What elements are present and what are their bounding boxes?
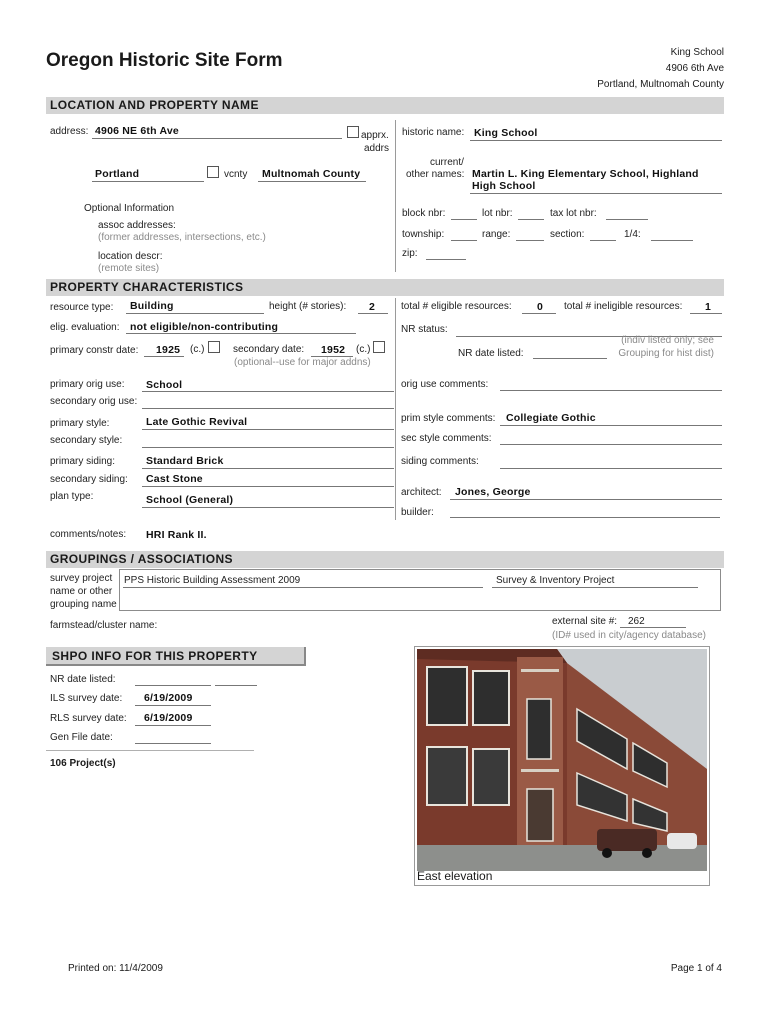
range-field[interactable]	[516, 240, 544, 241]
sec-style-comments-field[interactable]	[500, 444, 722, 445]
total-eligible-field[interactable]: 0	[537, 301, 544, 313]
plan-type-underline	[142, 507, 394, 508]
rls-field[interactable]: 6/19/2009	[144, 712, 193, 724]
groupings-section-header: GROUPINGS / ASSOCIATIONS	[46, 551, 724, 568]
height-underline	[358, 313, 388, 314]
secondary-style-field[interactable]	[142, 447, 394, 448]
height-field[interactable]: 2	[369, 301, 376, 313]
elig-eval-label: elig. evaluation:	[50, 322, 120, 333]
primary-orig-use-underline	[142, 391, 394, 392]
prim-style-comments-label: prim style comments:	[401, 413, 496, 424]
primary-style-field[interactable]: Late Gothic Revival	[146, 416, 248, 428]
range-label: range:	[482, 229, 511, 240]
address-label: address:	[50, 126, 89, 137]
county-underline	[258, 181, 366, 182]
total-ineligible-underline	[690, 313, 722, 314]
vcnty-label: vcnty	[224, 169, 248, 180]
comments-label: comments/notes:	[50, 529, 127, 540]
lot-nbr-label: lot nbr:	[482, 208, 513, 219]
section-field[interactable]	[590, 240, 616, 241]
resource-type-label: resource type:	[50, 302, 114, 313]
township-label: township:	[402, 229, 445, 240]
photo-caption: East elevation	[417, 869, 493, 883]
county-field[interactable]: Multnomah County	[262, 168, 361, 180]
historic-name-underline	[470, 140, 722, 141]
secondary-date-label: secondary date:	[233, 344, 305, 355]
location-section-header: LOCATION AND PROPERTY NAME	[46, 97, 724, 114]
plan-type-field[interactable]: School (General)	[146, 494, 234, 506]
projects-label: 106 Project(s)	[50, 758, 116, 769]
survey-label-2: name or other	[50, 586, 113, 597]
ils-field[interactable]: 6/19/2009	[144, 692, 193, 704]
resource-type-underline	[126, 313, 264, 314]
primary-c-label: (c.)	[190, 344, 205, 355]
shpo-nr-date-field[interactable]	[135, 685, 211, 686]
siding-comments-field[interactable]	[500, 468, 722, 469]
tax-lot-nbr-field[interactable]	[606, 219, 648, 220]
page-number: Page 1 of 4	[670, 963, 722, 974]
address-underline	[92, 138, 342, 139]
header-site-address: 4906 6th Ave	[665, 63, 724, 74]
total-ineligible-field[interactable]: 1	[705, 301, 712, 313]
block-nbr-label: block nbr:	[402, 208, 446, 219]
optional-info-label: Optional Information	[84, 203, 175, 214]
secondary-siding-underline	[142, 486, 394, 487]
elig-eval-field[interactable]: not eligible/non-contributing	[130, 321, 279, 333]
zip-field[interactable]	[426, 259, 466, 260]
external-site-underline	[620, 627, 686, 628]
external-site-hint: (ID# used in city/agency database)	[552, 630, 706, 641]
external-site-label: external site #:	[552, 616, 618, 627]
builder-field[interactable]	[450, 517, 720, 518]
height-label: height (# stories):	[269, 301, 347, 312]
secondary-circa-checkbox[interactable]	[373, 341, 385, 353]
survey-label-1: survey project	[50, 573, 113, 584]
secondary-siding-label: secondary siding:	[50, 474, 128, 485]
primary-constr-field[interactable]: 1925	[156, 344, 181, 356]
total-ineligible-label: total # ineligible resources:	[564, 301, 683, 312]
farmstead-label: farmstead/cluster name:	[50, 620, 158, 631]
quarter-label: 1/4:	[624, 229, 641, 240]
orig-use-comments-field[interactable]	[500, 390, 722, 391]
total-eligible-underline	[522, 313, 556, 314]
printed-on: Printed on: 11/4/2009	[68, 963, 163, 974]
ils-underline	[135, 705, 211, 706]
siding-comments-label: siding comments:	[401, 456, 479, 467]
city-field[interactable]: Portland	[95, 168, 140, 180]
township-field[interactable]	[451, 240, 477, 241]
primary-style-underline	[142, 429, 394, 430]
other-names-underline	[470, 193, 722, 194]
lot-nbr-field[interactable]	[518, 219, 544, 220]
secondary-date-field[interactable]: 1952	[321, 344, 346, 356]
total-eligible-label: total # eligible resources:	[401, 301, 512, 312]
block-nbr-field[interactable]	[451, 219, 477, 220]
shpo-nr-date-extra[interactable]	[215, 685, 257, 686]
nr-status-label: NR status:	[401, 324, 448, 335]
secondary-style-label: secondary style:	[50, 435, 123, 446]
nr-date-listed-label: NR date listed:	[458, 348, 524, 359]
zip-label: zip:	[402, 248, 418, 259]
characteristics-section-header: PROPERTY CHARACTERISTICS	[46, 279, 724, 296]
gen-file-label: Gen File date:	[50, 732, 113, 743]
historic-name-field[interactable]: King School	[474, 127, 538, 139]
other-names-line2[interactable]: High School	[472, 180, 536, 192]
other-names-label: other names:	[406, 169, 465, 180]
survey-value-1: PPS Historic Building Assessment 2009	[124, 575, 301, 586]
location-descr-hint: (remote sites)	[98, 263, 160, 274]
characteristics-divider	[395, 298, 396, 520]
primary-siding-field[interactable]: Standard Brick	[146, 455, 224, 467]
nr-date-listed-field[interactable]	[533, 358, 607, 359]
survey-value-2: Survey & Inventory Project	[496, 575, 615, 586]
survey-value-2-underline	[492, 587, 698, 588]
architect-underline	[450, 499, 722, 500]
shpo-section-header: SHPO INFO FOR THIS PROPERTY	[46, 647, 306, 666]
location-divider	[395, 120, 396, 272]
architect-label: architect:	[401, 487, 442, 498]
primary-orig-use-label: primary orig use:	[50, 379, 125, 390]
current-label: current/	[430, 157, 464, 168]
survey-value-1-underline	[123, 587, 483, 588]
orig-use-comments-label: orig use comments:	[401, 379, 489, 390]
secondary-orig-use-label: secondary orig use:	[50, 396, 138, 407]
builder-label: builder:	[401, 507, 434, 518]
primary-siding-label: primary siding:	[50, 456, 116, 467]
secondary-orig-use-field[interactable]	[142, 408, 394, 409]
apprx-label: apprx.	[361, 130, 389, 141]
secondary-date-hint: (optional--use for major addns)	[234, 357, 371, 368]
shpo-divider	[46, 750, 254, 751]
secondary-siding-field[interactable]: Cast Stone	[146, 473, 203, 485]
prim-style-comments-underline	[500, 425, 722, 426]
prim-style-comments-field[interactable]: Collegiate Gothic	[506, 412, 596, 424]
rls-underline	[135, 725, 211, 726]
primary-siding-underline	[142, 468, 394, 469]
resource-type-field[interactable]: Building	[130, 300, 174, 312]
elig-eval-underline	[126, 333, 356, 334]
tax-lot-nbr-label: tax lot nbr:	[550, 208, 597, 219]
architect-field[interactable]: Jones, George	[455, 486, 531, 498]
indiv-hint-line2: Grouping for hist dist)	[618, 348, 714, 359]
survey-label-3: grouping name	[50, 599, 117, 610]
form-title: Oregon Historic Site Form	[46, 50, 283, 71]
primary-style-label: primary style:	[50, 418, 110, 429]
secondary-c-label: (c.)	[356, 344, 371, 355]
addrs-label: addrs	[364, 143, 390, 154]
vcnty-checkbox[interactable]	[207, 166, 219, 178]
other-names-line1[interactable]: Martin L. King Elementary School, Highland	[472, 168, 699, 180]
comments-field[interactable]: HRI Rank II.	[146, 529, 207, 541]
historic-name-label: historic name:	[402, 127, 465, 138]
assoc-addresses-label: assoc addresses:	[98, 220, 176, 231]
shpo-nr-date-label: NR date listed:	[50, 674, 116, 685]
indiv-hint-line1: (indiv listed only; see	[621, 335, 714, 346]
building-photo	[417, 649, 707, 871]
primary-constr-underline	[144, 356, 184, 357]
rls-label: RLS survey date:	[50, 713, 127, 724]
ils-label: ILS survey date:	[50, 693, 123, 704]
sec-style-comments-label: sec style comments:	[401, 433, 492, 444]
gen-file-field[interactable]	[135, 743, 211, 744]
photo-frame	[414, 646, 710, 886]
external-site-field[interactable]: 262	[628, 616, 645, 627]
quarter-field[interactable]	[651, 240, 693, 241]
location-descr-label: location descr:	[98, 251, 163, 262]
assoc-addresses-hint: (former addresses, intersections, etc.)	[98, 232, 266, 243]
header-site-name: King School	[670, 47, 724, 58]
primary-circa-checkbox[interactable]	[208, 341, 220, 353]
city-underline	[92, 181, 204, 182]
primary-constr-label: primary constr date:	[50, 345, 139, 356]
plan-type-label: plan type:	[50, 491, 94, 502]
section-label: section:	[550, 229, 585, 240]
apprx-addrs-checkbox[interactable]	[347, 126, 359, 138]
header-site-city: Portland, Multnomah County	[597, 79, 724, 90]
address-field[interactable]: 4906 NE 6th Ave	[95, 125, 179, 137]
primary-orig-use-field[interactable]: School	[146, 379, 183, 391]
